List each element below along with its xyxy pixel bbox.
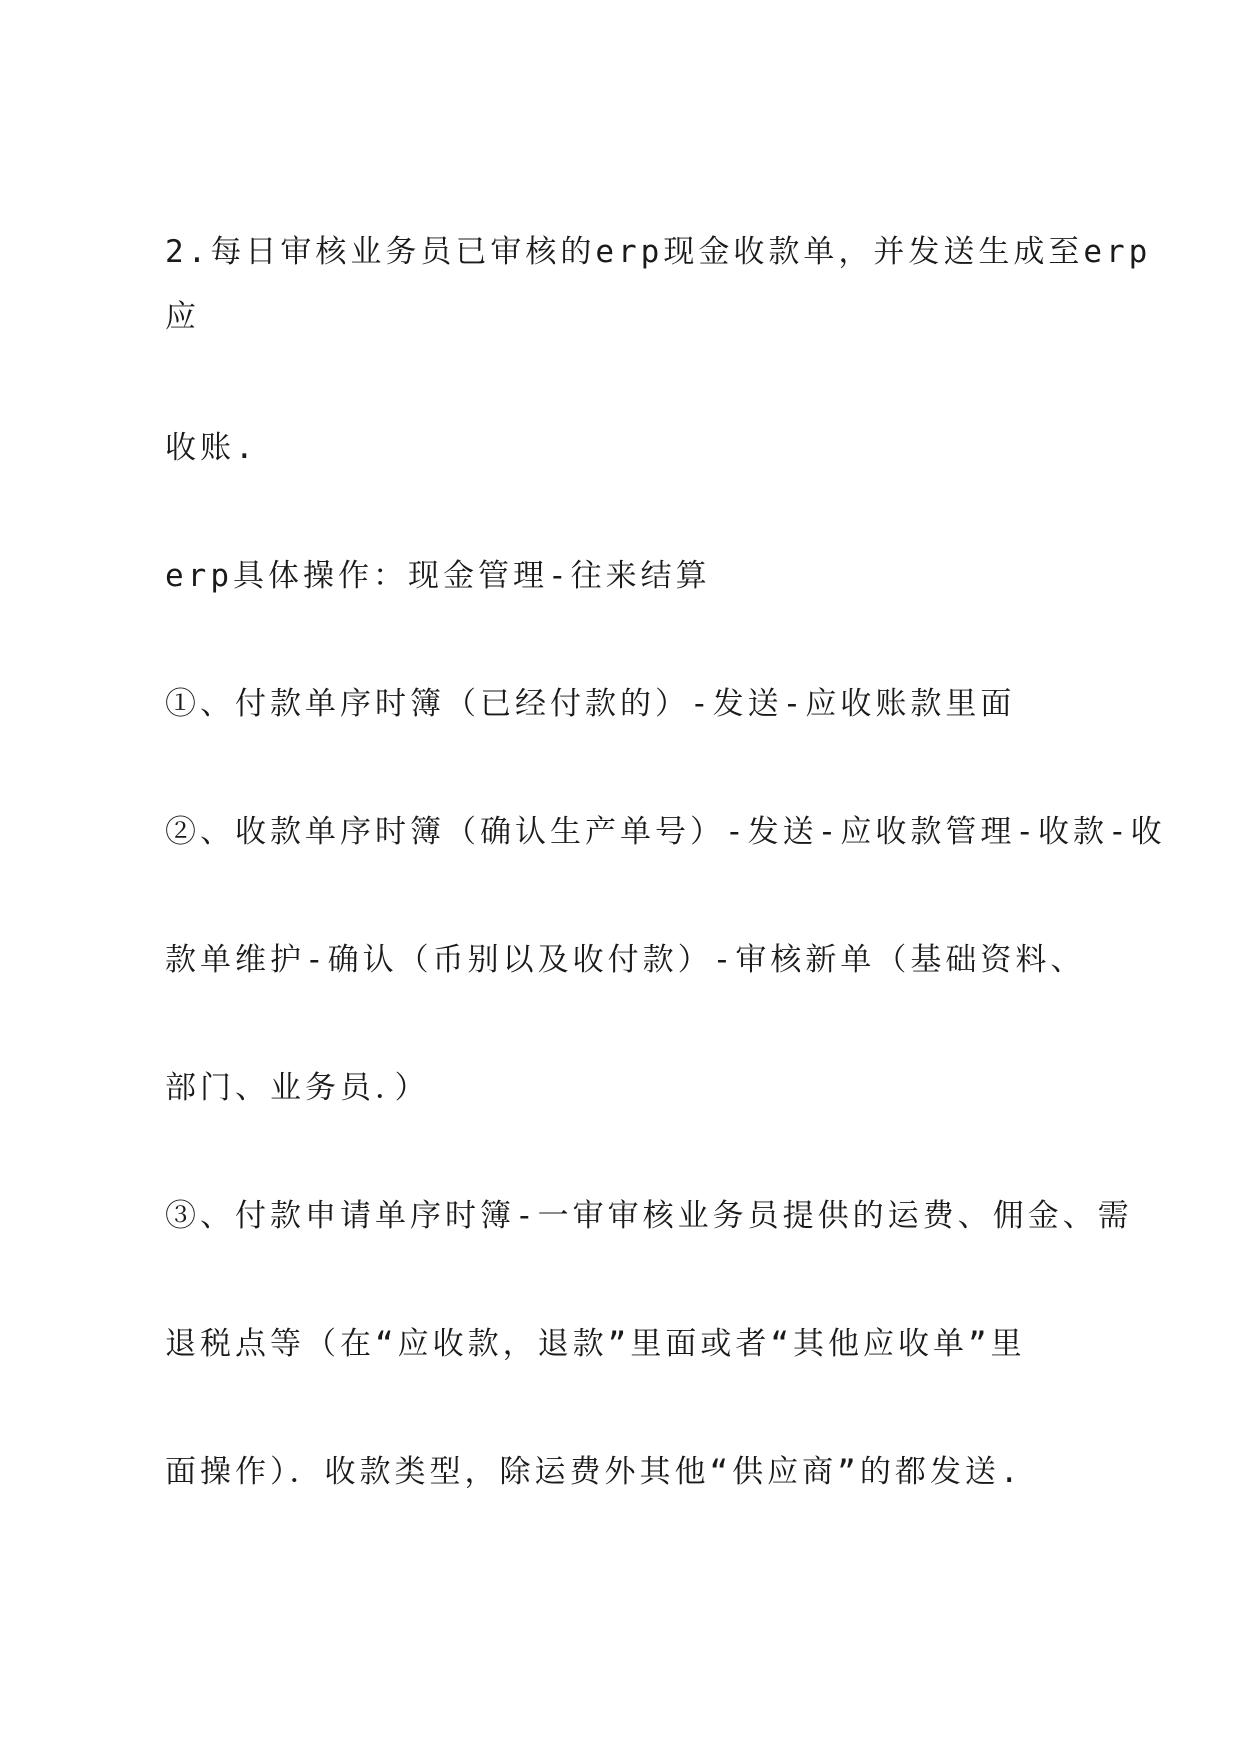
list-item-3: ③、付款申请单序时簿-一审审核业务员提供的运费、佣金、需 — [165, 1198, 1133, 1234]
paragraph-line-1: 2.每日审核业务员已审核的erp现金收款单，并发送生成至erp — [165, 234, 1152, 270]
paragraph-line-4: erp具体操作：现金管理-往来结算 — [165, 558, 711, 594]
list-item-2: ②、收款单序时簿（确认生产单号）-发送-应收款管理-收款-收 — [165, 814, 1166, 850]
list-item-3-cont-1: 退税点等（在“应收款，退款”里面或者“其他应收单”里 — [165, 1326, 1026, 1362]
list-item-1: ①、付款单序时簿（已经付款的）-发送-应收账款里面 — [165, 686, 1016, 722]
paragraph-line-3: 收账. — [165, 430, 258, 466]
list-item-3-cont-2: 面操作）．收款类型，除运费外其他“供应商”的都发送. — [165, 1454, 1023, 1490]
list-item-2-cont-1: 款单维护-确认（币别以及收付款）-审核新单（基础资料、 — [165, 942, 1086, 978]
paragraph-line-2: 应 — [165, 299, 200, 335]
list-item-2-cont-2: 部门、业务员．） — [165, 1070, 430, 1106]
